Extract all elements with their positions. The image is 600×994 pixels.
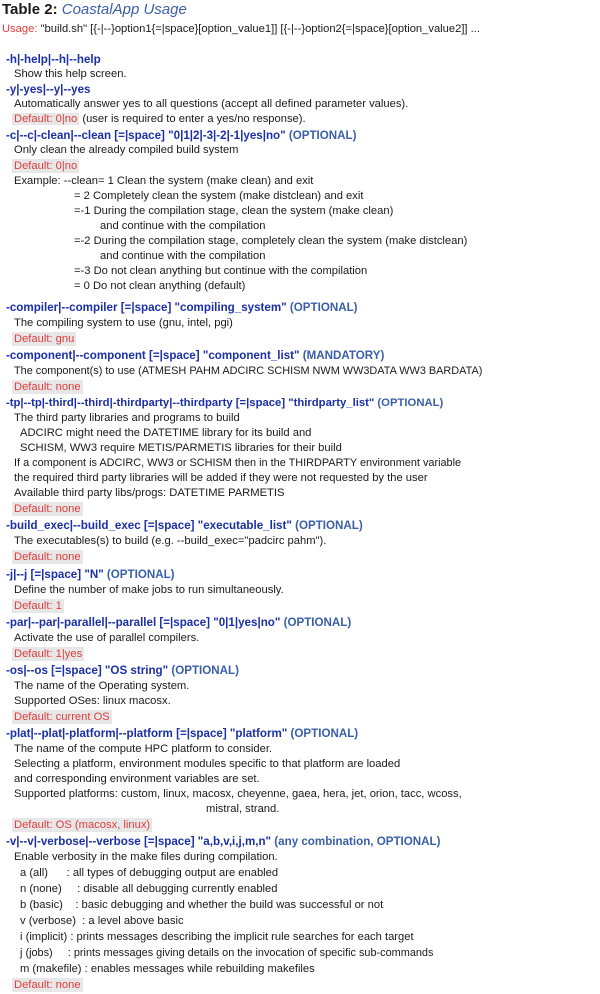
option-os-flag-text: -os|--os [=|space] "OS string" bbox=[6, 664, 169, 677]
option-parallel-default: Default: 1|yes bbox=[14, 648, 83, 660]
option-yes-flag: -y|-yes|--y|--yes bbox=[6, 83, 91, 96]
option-os-default: Default: current OS bbox=[14, 711, 110, 723]
option-jobs-default: Default: 1 bbox=[14, 600, 62, 612]
option-thirdparty-default: Default: none bbox=[14, 503, 81, 515]
option-clean-example-4b: and continue with the compilation bbox=[100, 250, 266, 262]
option-component-tag: (MANDATORY) bbox=[302, 349, 385, 362]
option-os-desc-2: Supported OSes: linux macosx. bbox=[14, 695, 171, 707]
usage-line bbox=[2, 22, 480, 37]
option-platform-desc-1: The name of the compute HPC platform to consider. bbox=[14, 743, 273, 755]
option-clean-example-3b: and continue with the compilation bbox=[100, 220, 266, 232]
table-caption bbox=[2, 0, 187, 20]
option-clean-example-3: =-1 During the compilation stage, clean the system (make clean) bbox=[74, 205, 394, 217]
option-parallel-tag: (OPTIONAL) bbox=[283, 616, 352, 629]
option-compiler-flag bbox=[6, 300, 358, 315]
option-build-exec-default: Default: none bbox=[14, 551, 81, 563]
option-jobs-tag: (OPTIONAL) bbox=[106, 568, 175, 581]
option-clean-example-4: =-2 During the compilation stage, completely clean the system (make distclean) bbox=[74, 235, 468, 247]
option-thirdparty-flag-text: -tp|--tp|-third|--third|-thirdparty|--thirdparty [=|space] "thirdparty_list" bbox=[6, 397, 375, 409]
option-platform-tag: (OPTIONAL) bbox=[290, 727, 359, 740]
option-jobs-desc: Define the number of make jobs to run simultaneously. bbox=[14, 584, 284, 596]
option-help-flag: -h|-help|--h|--help bbox=[6, 53, 101, 66]
option-component-flag bbox=[6, 348, 384, 363]
option-compiler-tag: (OPTIONAL) bbox=[289, 301, 358, 314]
option-verbose-level-j: j (jobs) : prints messages giving details on the invocation of specific sub-commands bbox=[20, 947, 434, 959]
option-help-desc: Show this help screen. bbox=[14, 68, 127, 80]
option-verbose-default: Default: none bbox=[14, 979, 81, 991]
option-verbose-flag bbox=[6, 834, 440, 849]
option-verbose-level-b: b (basic) : basic debugging and whether the build was successful or not bbox=[20, 899, 384, 911]
option-thirdparty-desc-5: the required third party libraries will be added if they were not requested by the user bbox=[14, 472, 428, 484]
option-parallel-flag bbox=[6, 615, 351, 630]
caption-label: Table 2: bbox=[2, 1, 58, 18]
option-verbose-tag: (any combination, OPTIONAL) bbox=[274, 835, 441, 848]
option-clean-example-2: = 2 Completely clean the system (make distclean) and exit bbox=[74, 190, 364, 202]
option-compiler-flag-text: -compiler|--compiler [=|space] "compiling_system" bbox=[6, 301, 287, 314]
option-jobs-flag bbox=[6, 567, 175, 582]
option-clean-example-5: =-3 Do not clean anything but continue with the compilation bbox=[74, 265, 368, 277]
option-parallel-flag-text: -par|--par|-parallel|--parallel [=|space] "0|1|yes|no" bbox=[6, 616, 281, 629]
option-platform-desc-2: Selecting a platform, environment modules specific to that platform are loaded bbox=[14, 758, 401, 770]
option-thirdparty-desc-4: If a component is ADCIRC, WW3 or SCHISM then in the THIRDPARTY environment variable bbox=[14, 457, 462, 469]
caption-title: CoastalApp Usage bbox=[61, 1, 187, 18]
option-yes-default-note: (user is required to enter a yes/no response). bbox=[79, 113, 306, 125]
option-component-flag-text: -component|--component [=|space] "component_list" bbox=[6, 349, 300, 362]
option-platform-flag bbox=[6, 726, 358, 741]
option-yes-default-line bbox=[12, 112, 306, 127]
option-component-desc: The component(s) to use (ATMESH PAHM ADCIRC SCHISM NWM WW3DATA WW3 BARDATA) bbox=[14, 365, 483, 377]
option-thirdparty-desc-6: Available third party libs/progs: DATETIME PARMETIS bbox=[14, 487, 285, 499]
option-verbose-desc: Enable verbosity in the make files during compilation. bbox=[14, 851, 278, 863]
option-build-exec-flag bbox=[6, 518, 363, 533]
option-thirdparty-desc-3: SCHISM, WW3 require METIS/PARMETIS libraries for their build bbox=[20, 442, 342, 454]
option-clean-flag-text: -c|--c|-clean|--clean [=|space] "0|1|2|-3|-2|-1|yes|no" bbox=[6, 129, 286, 142]
option-component-default: Default: none bbox=[14, 381, 81, 393]
option-thirdparty-flag bbox=[6, 396, 443, 411]
option-thirdparty-desc-1: The third party libraries and programs to build bbox=[14, 412, 240, 424]
option-os-tag: (OPTIONAL) bbox=[171, 664, 239, 677]
option-verbose-level-i: i (implicit) : prints messages describing the implicit rule searches for each target bbox=[20, 931, 414, 943]
option-compiler-default: Default: gnu bbox=[14, 333, 75, 345]
option-clean-example-6: = 0 Do not clean anything (default) bbox=[74, 280, 246, 292]
option-yes-desc: Automatically answer yes to all questions (accept all defined parameter values). bbox=[14, 98, 409, 110]
option-compiler-desc: The compiling system to use (gnu, intel, pgi) bbox=[14, 317, 233, 329]
option-platform-flag-text: -plat|--plat|-platform|--platform [=|space] "platform" bbox=[6, 727, 288, 740]
option-clean-default: Default: 0|no bbox=[14, 160, 78, 172]
option-clean-desc: Only clean the already compiled build system bbox=[14, 144, 239, 156]
usage-key: Usage: bbox=[2, 23, 38, 35]
option-verbose-level-a: a (all) : all types of debugging output are enabled bbox=[20, 867, 279, 879]
option-build-exec-tag: (OPTIONAL) bbox=[295, 519, 363, 532]
option-platform-desc-3: and corresponding environment variables are set. bbox=[14, 773, 260, 785]
option-parallel-desc: Activate the use of parallel compilers. bbox=[14, 632, 200, 644]
option-clean-example-1: Example: --clean= 1 Clean the system (make clean) and exit bbox=[14, 175, 314, 187]
usage-syntax: "build.sh" [{-|--}option1{=|space}[option_value1]] [{-|--}option2{=|space}[option_value2]] ... bbox=[40, 23, 480, 35]
option-verbose-level-n: n (none) : disable all debugging currently enabled bbox=[20, 883, 278, 895]
option-verbose-level-m: m (makefile) : enables messages while rebuilding makefiles bbox=[20, 963, 315, 975]
option-clean-flag bbox=[6, 128, 356, 143]
option-yes-default: Default: 0|no bbox=[14, 113, 78, 125]
option-verbose-level-v: v (verbose) : a level above basic bbox=[20, 915, 184, 927]
option-verbose-flag-text: -v|--v|-verbose|--verbose [=|space] "a,b,v,i,j,m,n" bbox=[6, 835, 272, 848]
option-platform-desc-5: mistral, strand. bbox=[206, 803, 280, 815]
option-thirdparty-desc-2: ADCIRC might need the DATETIME library for its build and bbox=[20, 427, 312, 439]
option-build-exec-flag-text: -build_exec|--build_exec [=|space] "executable_list" bbox=[6, 519, 292, 532]
option-os-flag bbox=[6, 663, 239, 678]
option-platform-desc-4: Supported platforms: custom, linux, macosx, cheyenne, gaea, hera, jet, orion, tacc, wcoss, bbox=[14, 788, 462, 800]
option-clean-tag: (OPTIONAL) bbox=[288, 129, 357, 142]
option-thirdparty-tag: (OPTIONAL) bbox=[377, 397, 444, 409]
option-os-desc-1: The name of the Operating system. bbox=[14, 680, 190, 692]
option-jobs-flag-text: -j|--j [=|space] "N" bbox=[6, 568, 104, 581]
option-build-exec-desc: The executables(s) to build (e.g. --build_exec="padcirc pahm"). bbox=[14, 535, 327, 547]
option-platform-default: Default: OS (macosx, linux) bbox=[14, 819, 151, 831]
